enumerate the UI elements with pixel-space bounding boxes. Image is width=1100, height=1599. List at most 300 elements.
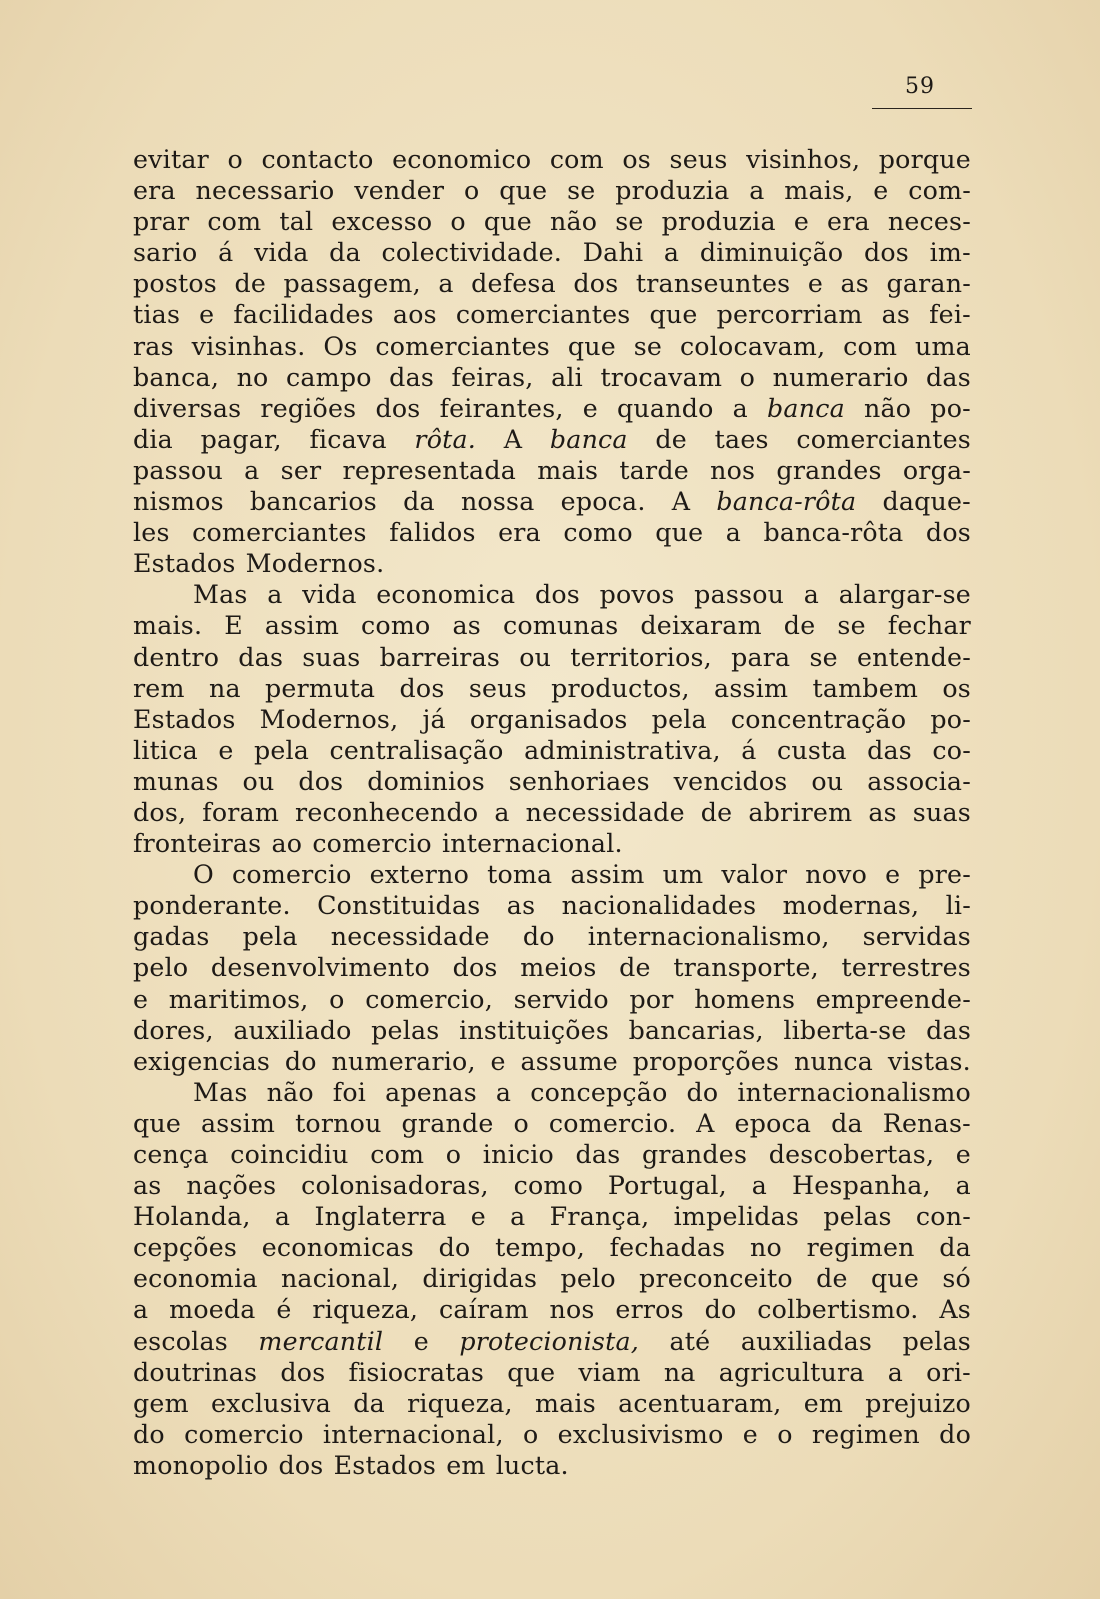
word: pelo (560, 1264, 616, 1294)
word: com (549, 145, 604, 174)
word: e (955, 1140, 971, 1169)
text-line (133, 1139, 971, 1170)
word: comerciantes (455, 300, 631, 330)
word: já (422, 704, 446, 734)
word: internacionalismo, (587, 922, 830, 952)
text-line (133, 1326, 971, 1357)
word: dos, (133, 797, 187, 827)
word: não (549, 207, 598, 237)
word: tempo, (495, 1233, 585, 1263)
text-line (133, 766, 971, 797)
word: munas (133, 766, 219, 796)
text-line (133, 797, 971, 828)
word: Os (323, 331, 358, 361)
word: entende- (856, 642, 971, 672)
word: Dahi (582, 238, 644, 268)
word: defesa (471, 269, 556, 299)
word: dos (399, 673, 445, 703)
word: e (793, 207, 809, 237)
word: assim (201, 1108, 276, 1138)
word: e (885, 860, 901, 890)
word: nacionalidades (561, 891, 757, 921)
word: com- (908, 176, 971, 206)
word: fei- (929, 300, 971, 330)
text-line (133, 1419, 971, 1450)
word: dirigidas (422, 1264, 538, 1294)
word: vida (254, 238, 309, 268)
word: a (749, 176, 765, 206)
word: exclusiva (210, 1388, 331, 1418)
word: assim (714, 673, 789, 703)
word: comercio, (365, 984, 493, 1014)
text-line (133, 1015, 971, 1046)
word: a (803, 580, 820, 610)
word: do (686, 1077, 719, 1107)
word: só (942, 1264, 971, 1294)
word: tal (279, 207, 314, 237)
word: mais. (133, 611, 203, 641)
text-line (133, 299, 971, 330)
text-line (133, 362, 971, 393)
word: do (133, 1419, 165, 1449)
word: productos, (551, 673, 690, 703)
word: feiras, (451, 362, 534, 392)
word: prar (133, 207, 190, 237)
text-line (133, 1357, 971, 1388)
word: dos (375, 393, 421, 423)
word: e (470, 1202, 486, 1232)
word: porque (878, 145, 971, 174)
text-line (133, 237, 971, 268)
word: daque- (882, 487, 971, 517)
word: com (843, 331, 898, 361)
word: banca (767, 393, 845, 423)
word: e (582, 393, 598, 423)
word: visinhas. (191, 331, 306, 361)
word: as (133, 1171, 162, 1201)
word: do (438, 1233, 471, 1263)
word: por (629, 984, 674, 1014)
word: ou (811, 766, 844, 796)
word: regiões (260, 393, 357, 423)
text-line (133, 1263, 971, 1294)
word: a (244, 455, 260, 485)
word: na (663, 1357, 696, 1387)
word: Estados (133, 549, 236, 579)
word: banca, (133, 362, 220, 392)
word: não (863, 393, 912, 423)
word: da (939, 1233, 971, 1263)
word: tarde (619, 455, 689, 485)
word: territorios, (570, 642, 712, 672)
word: fechar (887, 611, 971, 641)
word: do (704, 1295, 737, 1325)
word: as (452, 611, 481, 641)
word: rôta. (414, 424, 477, 454)
text-line (133, 1046, 971, 1077)
word: diminuição (699, 238, 844, 268)
word: mercantil (258, 1326, 384, 1356)
word: vistas. (887, 1046, 971, 1076)
word: do (284, 1046, 317, 1076)
word: da (353, 1388, 385, 1418)
word: concepção (530, 1077, 668, 1107)
word: epoca (734, 1108, 812, 1138)
word: trocavam (600, 362, 723, 392)
word: das (238, 642, 284, 672)
word: na (208, 673, 241, 703)
word: desenvolvimento (210, 953, 430, 983)
word: necessidade (525, 797, 685, 827)
word: abrirem (748, 797, 853, 827)
word: como (513, 1171, 584, 1201)
word: bancarias, (628, 1015, 764, 1045)
word: foram (202, 797, 280, 827)
word: assume (520, 1046, 618, 1076)
text-line (133, 704, 971, 735)
word: no (236, 362, 269, 392)
word: a (494, 797, 510, 827)
word: dos (298, 766, 344, 796)
word: erros (615, 1295, 684, 1325)
word: tias (133, 300, 181, 330)
word: nunca (793, 1046, 874, 1076)
word: dos (863, 238, 909, 268)
word: dos (573, 269, 619, 299)
word: feirantes, (439, 393, 564, 423)
text-line (133, 1232, 971, 1263)
word: de (619, 953, 651, 983)
word: comerciantes (375, 331, 550, 361)
word: postos (133, 269, 217, 299)
page-number-rule (872, 108, 972, 109)
word: povos (599, 580, 675, 610)
word: necessario (195, 176, 335, 206)
word: les (133, 518, 170, 548)
word: riqueza, (312, 1295, 419, 1325)
word: evitar (133, 145, 209, 174)
word: custa (776, 735, 847, 765)
word: homens (694, 984, 796, 1014)
word: ou (242, 766, 275, 796)
word: ali (551, 362, 583, 392)
word: exigencias (133, 1046, 271, 1076)
word: que (870, 1264, 920, 1294)
word: nismos (133, 487, 224, 517)
word: proporções (632, 1046, 780, 1076)
word: pelas (371, 1015, 440, 1045)
word: que (483, 207, 532, 237)
word: pela (651, 704, 707, 734)
word: percorriam (716, 300, 863, 330)
word: grandes (641, 1140, 748, 1169)
word: Estados (133, 704, 236, 734)
word: o (777, 1419, 793, 1449)
text-line (133, 1450, 971, 1481)
word: assim (264, 611, 340, 641)
word: representada (342, 455, 517, 485)
word: permuta (265, 673, 376, 703)
word: comercio (312, 829, 432, 859)
word: O (193, 860, 214, 890)
word: valor (721, 860, 788, 890)
word: da (831, 1108, 863, 1138)
word: novo (805, 860, 868, 890)
word: regimen (811, 1419, 920, 1449)
word: mais (537, 455, 599, 485)
word: internacional. (441, 829, 623, 859)
word: que (133, 1108, 182, 1138)
word: como (563, 518, 633, 548)
word: grande (401, 1108, 494, 1138)
word: das (867, 735, 912, 765)
word: cepções (133, 1233, 238, 1263)
text-line (133, 673, 971, 704)
word: em (446, 1450, 486, 1480)
word: po- (930, 704, 971, 734)
word: das (926, 1015, 971, 1045)
word: Modernos, (259, 704, 399, 734)
word: mais (534, 1388, 596, 1418)
word: colonisadoras, (301, 1171, 489, 1201)
word: externo (369, 860, 470, 890)
word: senhoriaes (508, 766, 650, 796)
word: dos (452, 953, 498, 983)
word: pagar, (200, 424, 282, 454)
word: inicio (482, 1140, 554, 1169)
word: aos (392, 300, 437, 330)
word: protecionista, (459, 1326, 639, 1356)
word: dia (133, 424, 173, 454)
word: meios (520, 953, 597, 983)
word: servido (513, 984, 609, 1014)
word: campo (286, 362, 372, 392)
word: liberta-se (783, 1015, 907, 1045)
word: gem (133, 1388, 189, 1418)
text-line (133, 548, 971, 579)
word: tornou (295, 1108, 382, 1138)
word: suas (302, 642, 361, 672)
word: da (329, 238, 361, 268)
text-line (133, 1170, 971, 1201)
text-line (133, 144, 971, 175)
word: dos (925, 518, 971, 548)
word: barreiras (379, 642, 501, 672)
word: comercio (232, 860, 352, 890)
word: comercio (184, 1419, 304, 1449)
word: preconceito (639, 1264, 793, 1294)
word: que (507, 1357, 556, 1387)
word: epoca. (560, 487, 646, 517)
word: co- (932, 735, 971, 765)
word: As (939, 1295, 971, 1325)
word: transeuntes (635, 269, 791, 299)
word: quando (617, 393, 714, 423)
word: auxiliado (233, 1015, 352, 1045)
word: para (731, 642, 791, 672)
text-line (133, 1201, 971, 1232)
word: ou (519, 642, 552, 672)
word: do (522, 922, 555, 952)
word: ras (133, 331, 174, 361)
text-line (133, 1388, 971, 1419)
word: nos (710, 455, 756, 485)
word: com (207, 207, 262, 237)
word: grandes (776, 455, 882, 485)
word: po- (930, 393, 971, 423)
text-line (133, 517, 971, 548)
word: nações (186, 1171, 277, 1201)
word: A (696, 1108, 715, 1138)
text-line (133, 579, 971, 610)
word: de (700, 797, 733, 827)
word: ficava (309, 424, 387, 454)
word: França, (549, 1202, 650, 1232)
word: banca-rôta (763, 518, 904, 548)
text-line (133, 642, 971, 673)
word: seus (468, 673, 527, 703)
word: um (662, 860, 704, 890)
word: vender (354, 176, 445, 206)
word: que (499, 176, 548, 206)
word: sario (133, 238, 198, 268)
word: as (840, 269, 869, 299)
word: a (438, 269, 454, 299)
word: economicas (261, 1233, 414, 1263)
word: Hespanha, (791, 1171, 931, 1201)
text-line (133, 859, 971, 890)
word: escolas (133, 1326, 228, 1356)
word: fronteiras (133, 829, 262, 859)
word: a (751, 1171, 768, 1201)
word: em (803, 1388, 844, 1418)
page-number: 59 (905, 74, 935, 99)
word: era (827, 207, 870, 237)
word: economico (392, 145, 532, 174)
word: e (133, 984, 149, 1014)
word: deixaram (640, 611, 762, 641)
word: se (567, 176, 596, 206)
word: mais, (784, 176, 854, 206)
word: dentro (133, 642, 220, 672)
word: suas (912, 797, 971, 827)
word: a (133, 1295, 149, 1325)
word: acentuaram, (618, 1388, 782, 1418)
word: numerario (772, 362, 909, 392)
word: taes (714, 424, 769, 454)
word: e (218, 735, 234, 765)
word: a (495, 1077, 512, 1107)
word: o (739, 362, 756, 392)
word: as (506, 891, 536, 921)
word: passagem, (283, 269, 421, 299)
word: até (669, 1326, 711, 1356)
word: do (939, 1419, 971, 1449)
word: o (329, 984, 345, 1014)
word: transporte, (673, 953, 819, 983)
word: falidos (389, 518, 476, 548)
word: a (663, 238, 680, 268)
word: im- (929, 238, 971, 268)
word: facilidades (233, 300, 374, 330)
text-line (133, 828, 971, 859)
word: era (133, 176, 176, 206)
word: o (522, 1419, 539, 1449)
word: numerario, (331, 1046, 476, 1076)
word: a (510, 1202, 526, 1232)
word: das (926, 362, 971, 392)
word: ponderante. (133, 891, 291, 921)
word: e (873, 176, 889, 206)
word: monopolio (133, 1450, 269, 1480)
word: diversas (133, 393, 242, 423)
word: excesso (331, 207, 433, 237)
body-text (133, 144, 971, 1481)
word: modernas, (782, 891, 920, 921)
word: a (267, 580, 283, 610)
word: produzia (615, 176, 730, 206)
word: viam (578, 1357, 641, 1387)
word: auxiliadas (740, 1326, 873, 1356)
word: caíram (438, 1295, 529, 1325)
word: impelidas (673, 1202, 800, 1232)
word: neces- (887, 207, 971, 237)
word: uma (915, 331, 971, 361)
text-line (133, 206, 971, 237)
word: internacionalismo (737, 1077, 971, 1107)
word: com (370, 1140, 425, 1169)
word: administrativa, (524, 735, 721, 765)
word: A (671, 487, 691, 517)
text-line (133, 455, 971, 486)
word: Estados (333, 1450, 437, 1480)
word: e (807, 269, 824, 299)
word: agricultura (718, 1357, 865, 1387)
word: se (809, 642, 838, 672)
word: comerciantes (796, 424, 971, 454)
text-line (133, 331, 971, 362)
word: regimen (806, 1233, 915, 1263)
word: fechadas (609, 1233, 726, 1263)
word: como (361, 611, 431, 641)
word: tambem (812, 673, 919, 703)
word: assim (570, 860, 645, 890)
text-line (133, 424, 971, 455)
word: Inglaterra (314, 1202, 447, 1232)
text-line (133, 1108, 971, 1139)
word: A (503, 424, 523, 454)
word: maritimos, (168, 984, 309, 1014)
word: ser (280, 455, 322, 485)
word: Mas (193, 580, 248, 610)
word: visinhos, (746, 145, 861, 174)
word: coincidiu (230, 1140, 349, 1169)
word: empreende- (815, 984, 971, 1014)
word: nos (549, 1295, 595, 1325)
word: E (224, 611, 243, 641)
word: nacional, (280, 1264, 400, 1294)
word: seus (669, 145, 728, 174)
word: o (464, 176, 480, 206)
word: servidas (862, 922, 971, 952)
word: Mas (193, 1077, 248, 1107)
word: dores, (133, 1015, 214, 1045)
word: descobertas, (768, 1140, 935, 1169)
text-line (133, 890, 971, 921)
word: Modernos. (245, 549, 385, 579)
word: internacional, (322, 1419, 504, 1449)
word: organisados (469, 704, 628, 734)
